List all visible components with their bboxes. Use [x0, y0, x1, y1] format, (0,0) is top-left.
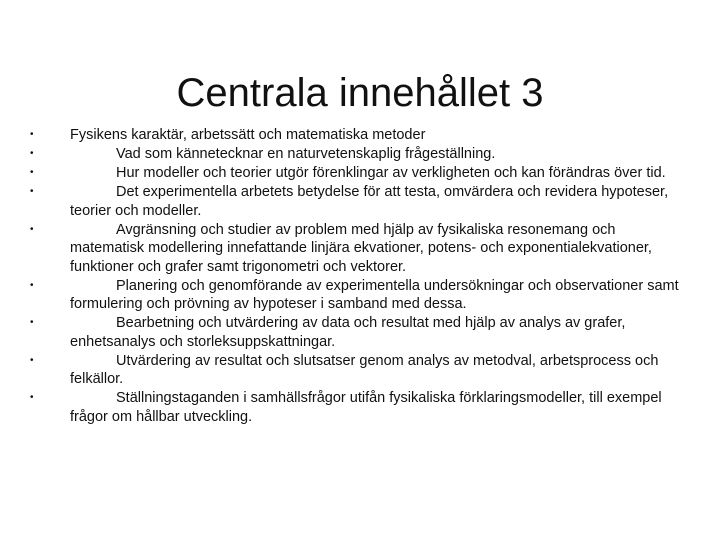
bullet-dot-icon: • [30, 166, 34, 178]
bullet-item [26, 352, 686, 389]
bullet-text: Det experimentella arbetets betydelse för att testa, omvärdera och revidera hypoteser, teorier och modeller. [70, 183, 669, 219]
bullet-dot-icon: • [30, 317, 34, 329]
bullet-dot-icon: • [30, 185, 34, 197]
bullet-dot-icon: • [30, 354, 34, 366]
bullet-item [26, 164, 686, 183]
bullet-dot-icon: • [30, 279, 34, 291]
bullet-text: Planering och genomförande av experimentella undersökningar och observationer samt formulering och prövning av hypoteser i samband med dessa. [70, 277, 679, 313]
bullet-text: Bearbetning och utvärdering av data och resultat med hjälp av analys av grafer, enhetsanalys och storleksuppskattningar. [70, 315, 626, 350]
bullet-text: Fysikens karaktär, arbetssätt och matematiska metoder [70, 127, 426, 143]
bullet-dot-icon: • [30, 147, 34, 159]
bullet-item [26, 183, 686, 220]
bullet-item [26, 277, 686, 314]
bullet-item [26, 314, 686, 351]
bullet-text: Hur modeller och teorier utgör förenklingar av verkligheten och kan förändras över tid. [116, 164, 666, 181]
bullet-text: Utvärdering av resultat och slutsatser genom analys av metodval, arbetsprocess och felkällor. [70, 352, 659, 388]
bullet-item [26, 221, 686, 277]
bullet-text: Avgränsning och studier av problem med hjälp av fysikaliska resonemang och matematisk modellering innefattande linjära ekvationer, potens- och exponentialekvationer, funktioner och grafer samt trigonometri och vektorer. [70, 221, 652, 275]
bullet-dot-icon: • [30, 129, 34, 140]
bullet-item [26, 389, 686, 426]
bullet-text: Vad som kännetecknar en naturvetenskaplig frågeställning. [116, 145, 496, 162]
bullet-dot-icon: • [30, 392, 34, 404]
bullet-item [26, 126, 686, 145]
bullet-item [26, 145, 686, 164]
bullet-dot-icon: • [30, 223, 34, 235]
bullet-text: Ställningstaganden i samhällsfrågor utifån fysikaliska förklaringsmodeller, till exempel frågor om hållbar utveckling. [70, 390, 662, 426]
slide-title: Centrala innehållet 3 [176, 70, 544, 115]
bullet-list [26, 126, 686, 427]
